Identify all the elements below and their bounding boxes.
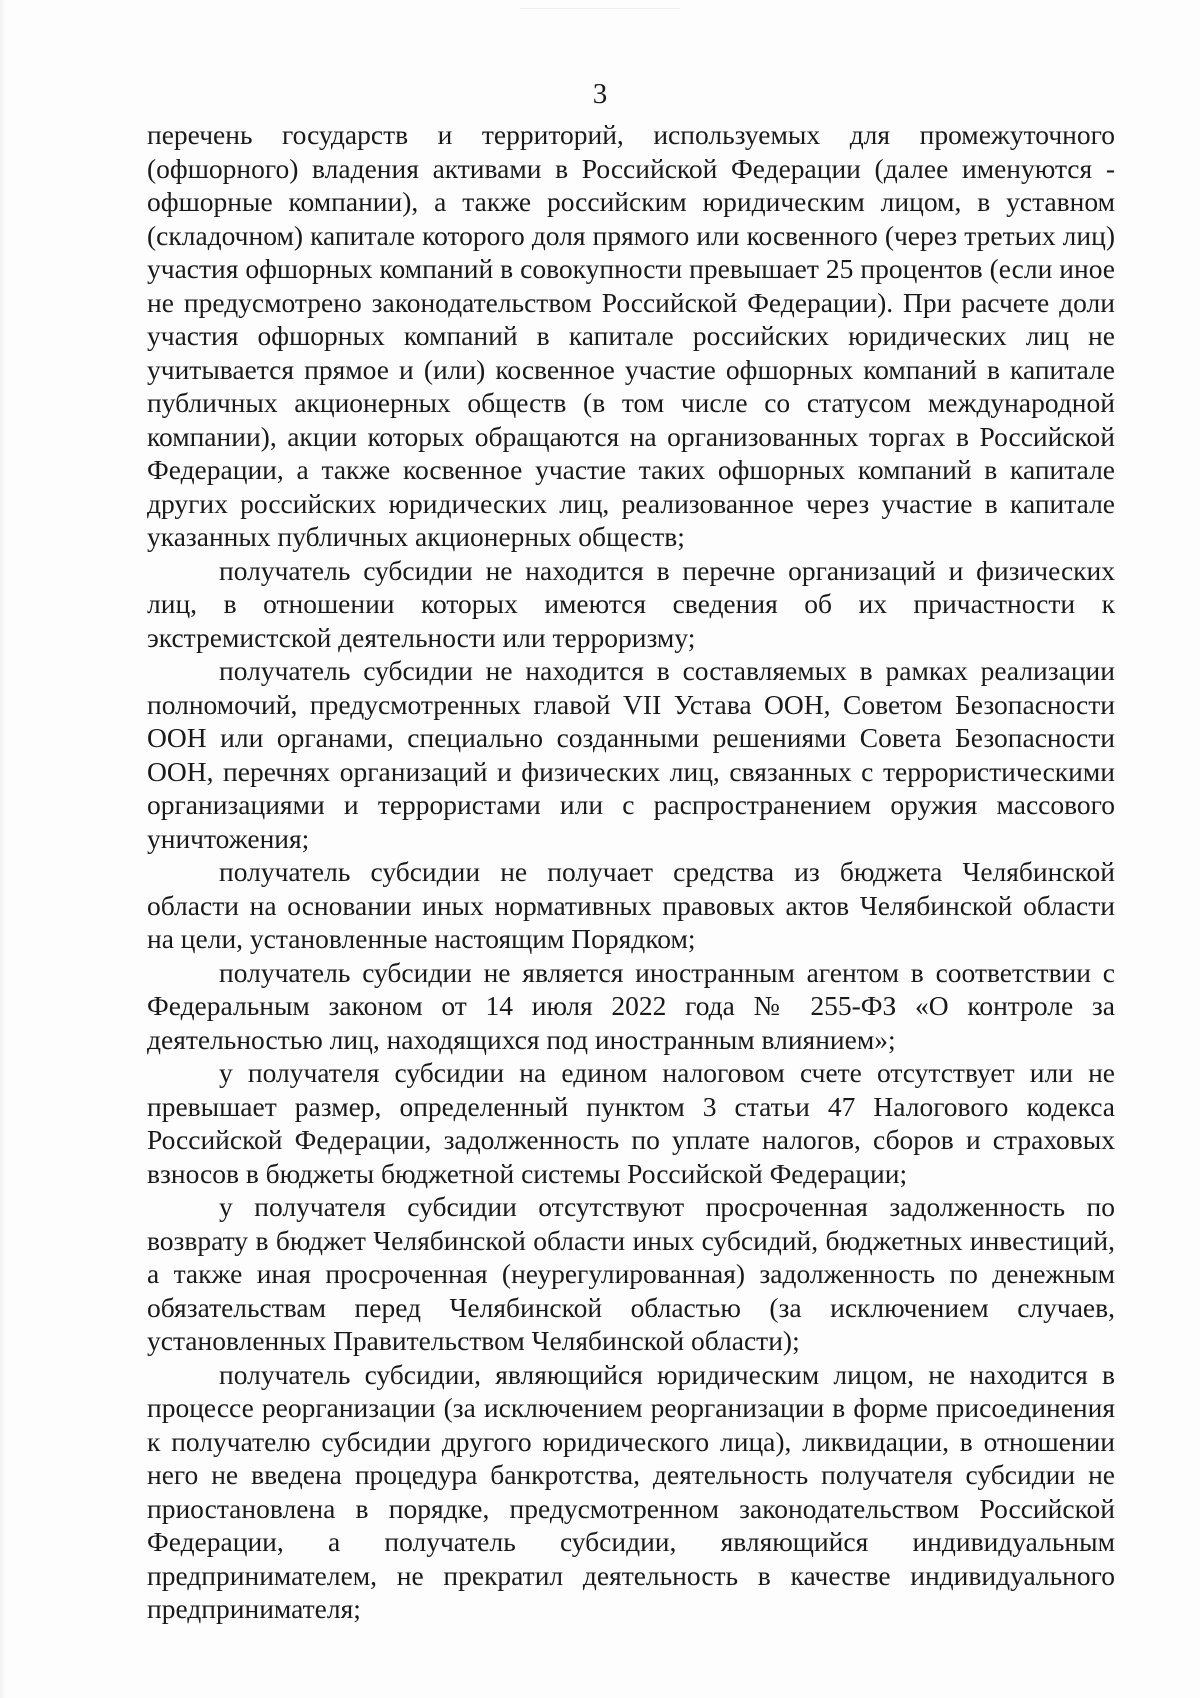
paragraph-offshore-continuation: перечень государств и территорий, используемых для промежуточного (офшорного) владения активами в Российской Федерации (далее именуются - офшорные компании), а также российским юридическим лицом, в уставном (складочном) капитале которого доля прямого или косвенного (через третьих лиц) участия офшорных компаний в совокупности превышает 25 процентов (если иное не предусмотрено законодательством Российской Федерации). При расчете доли участия офшорных компаний в капитале российских юридических лиц не учитывается прямое и (или) косвенное участие офшорных компаний в капитале публичных акционерных обществ (в том числе со статусом международной компании), акции которых обращаются на организованных торгах в Российской Федерации, а также косвенное участие таких офшорных компаний в капитале других российских юридических лиц, реализованное через участие в капитале указанных публичных акционерных обществ; xyxy=(147,119,1115,552)
document-body xyxy=(147,118,1115,1626)
paragraph-tax-debt: у получателя субсидии на едином налоговом счете отсутствует или не превышает размер, определенный пунктом 3 статьи 47 Налогового кодекса Российской Федерации, задолженность по уплате налогов, сборов и страховых взносов в бюджеты бюджетной системы Российской Федерации; xyxy=(147,1057,1115,1189)
paragraph-other-budget-funds: получатель субсидии не получает средства из бюджета Челябинской области на основании иных нормативных правовых актов Челябинской области на цели, установленные настоящим Порядком; xyxy=(147,856,1115,954)
scan-artifact xyxy=(520,8,680,19)
scan-edge-shadow xyxy=(0,0,6,1698)
paragraph-reorganization-bankruptcy: получатель субсидии, являющийся юридическим лицом, не находится в процессе реорганизации (за исключением реорганизации в форме присоединения к получателю субсидии другого юридического лица), ликвидации, в отношении него не введена процедура банкротства, деятельность получателя субсидии не приостановлена в порядке, предусмотренном законодательством Российской Федерации, а получатель субсидии, являющийся индивидуальным предпринимателем, не прекратил деятельность в качестве индивидуального предпринимателя; xyxy=(147,1358,1115,1624)
page-number: 3 xyxy=(592,78,608,110)
paragraph-foreign-agent: получатель субсидии не является иностранным агентом в соответствии с Федеральным законом от 14 июля 2022 года № 255-ФЗ «О контроле за деятельностью лиц, находящихся под иностранным влиянием»; xyxy=(147,956,1115,1055)
paragraph-overdue-debt: у получателя субсидии отсутствуют просроченная задолженность по возврату в бюджет Челябинской области иных субсидий, бюджетных инвестиций, а также иная просроченная (неурегулированная) задолженность по денежным обязательствам перед Челябинской областью (за исключением случаев, установленных Правительством Челябинской области); xyxy=(147,1191,1115,1356)
paragraph-extremism-list: получатель субсидии не находится в перечне организаций и физических лиц, в отношении которых имеются сведения об их причастности к экстремистской деятельности или терроризму; xyxy=(147,554,1115,653)
paragraph-un-security-council-list: получатель субсидии не находится в составляемых в рамках реализации полномочий, предусмотренных главой VII Устава ООН, Советом Безопасности ООН или органами, специально созданными решениями Совета Безопасности ООН, перечнях организаций и физических лиц, связанных с террористическими организациями и террористами или с распространением оружия массового уничтожения; xyxy=(147,655,1115,854)
